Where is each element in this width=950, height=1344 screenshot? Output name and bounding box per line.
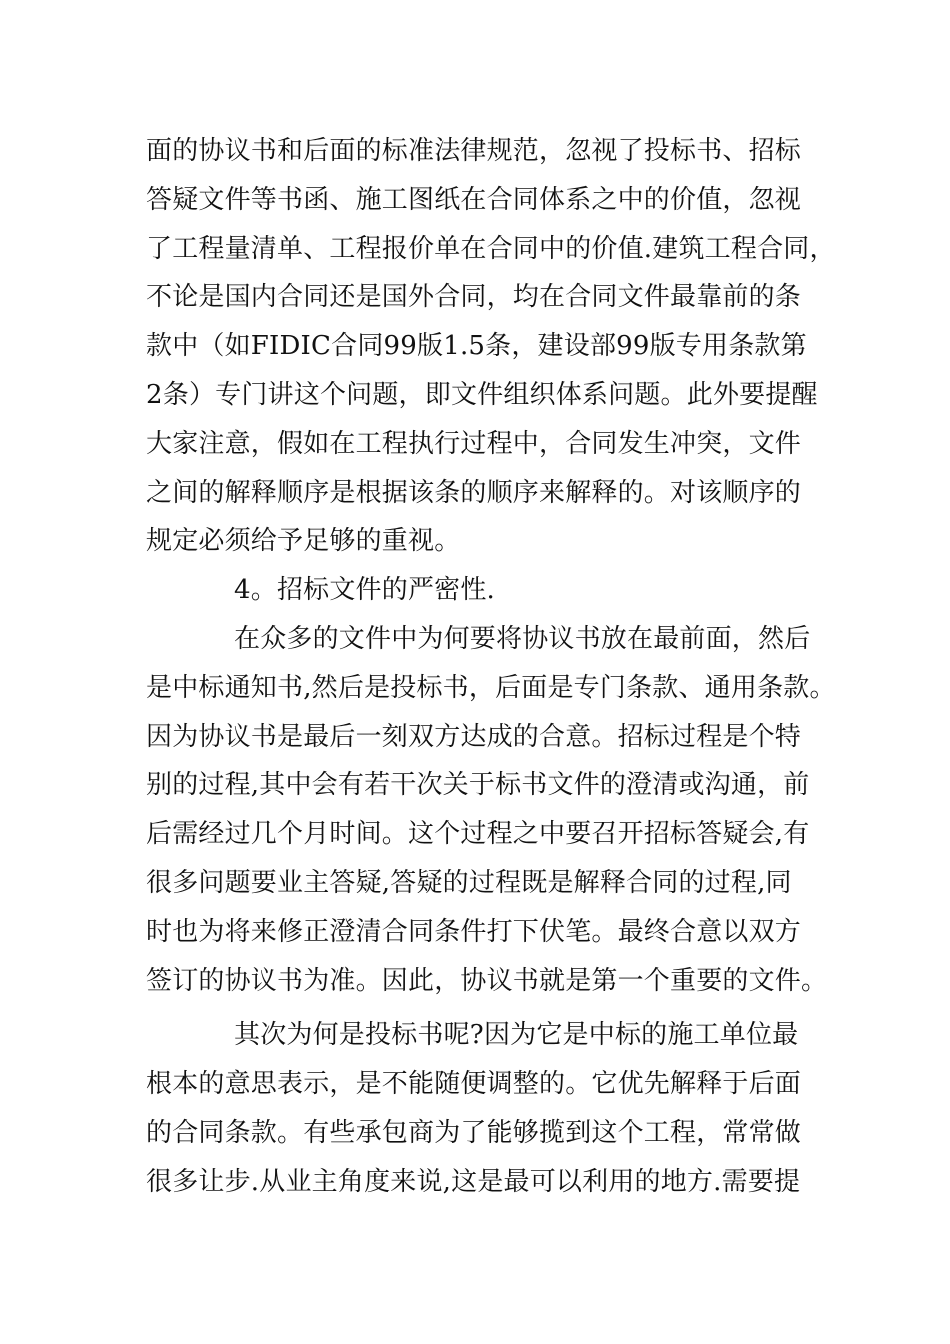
paragraph-first-line: 其次为何是投标书呢?因为它是中标的施工单位最 — [234, 1020, 799, 1051]
text-line: 不论是国内合同还是国外合同，均在合同文件最靠前的条 — [146, 282, 802, 313]
body-text — [146, 127, 836, 1207]
text-line: 签订的协议书为准。因此，协议书就是第一个重要的文件。 — [146, 965, 828, 996]
text-line: 规定必须给予足够的重视。 — [146, 526, 461, 557]
section-heading: 4。招标文件的严密性. — [234, 575, 496, 606]
text-line: 答疑文件等书函、施工图纸在合同体系之中的价值，忽视 — [146, 184, 802, 215]
text-line: 时也为将来修正澄清合同条件打下伏笔。最终合意以双方 — [146, 916, 802, 947]
text-line: 因为协议书是最后一刻双方达成的合意。招标过程是个特 — [146, 721, 802, 752]
text-line: 面的协议书和后面的标准法律规范，忽视了投标书、招标 — [146, 136, 802, 166]
text-line: 了工程量清单、工程报价单在合同中的价值.建筑工程合同， — [146, 233, 836, 264]
text-line: 别的过程,其中会有若干次关于标书文件的澄清或沟通，前 — [146, 770, 810, 801]
text-line: 很多问题要业主答疑,答疑的过程既是解释合同的过程,同 — [146, 867, 792, 898]
text-line: 根本的意思表示，是不能随便调整的。它优先解释于后面 — [146, 1069, 802, 1100]
text-line: 2条）专门讲这个问题，即文件组织体系问题。此外要提醒 — [146, 379, 818, 410]
paragraph-first-line: 在众多的文件中为何要将协议书放在最前面，然后 — [234, 623, 811, 654]
text-line: 款中（如FIDIC合同99版1.5条，建设部99版专用条款第 — [146, 331, 807, 362]
text-line: 大家注意，假如在工程执行过程中，合同发生冲突，文件 — [146, 428, 802, 459]
text-line: 很多让步.从业主角度来说,这是最可以利用的地方.需要提 — [146, 1166, 801, 1197]
text-line: 后需经过几个月时间。这个过程之中要召开招标答疑会,有 — [146, 819, 810, 850]
text-line: 之间的解释顺序是根据该条的顺序来解释的。对该顺序的 — [146, 477, 802, 508]
text-line: 是中标通知书,然后是投标书，后面是专门条款、通用条款。 — [146, 672, 836, 703]
text-line: 的合同条款。有些承包商为了能够揽到这个工程，常常做 — [146, 1117, 802, 1148]
